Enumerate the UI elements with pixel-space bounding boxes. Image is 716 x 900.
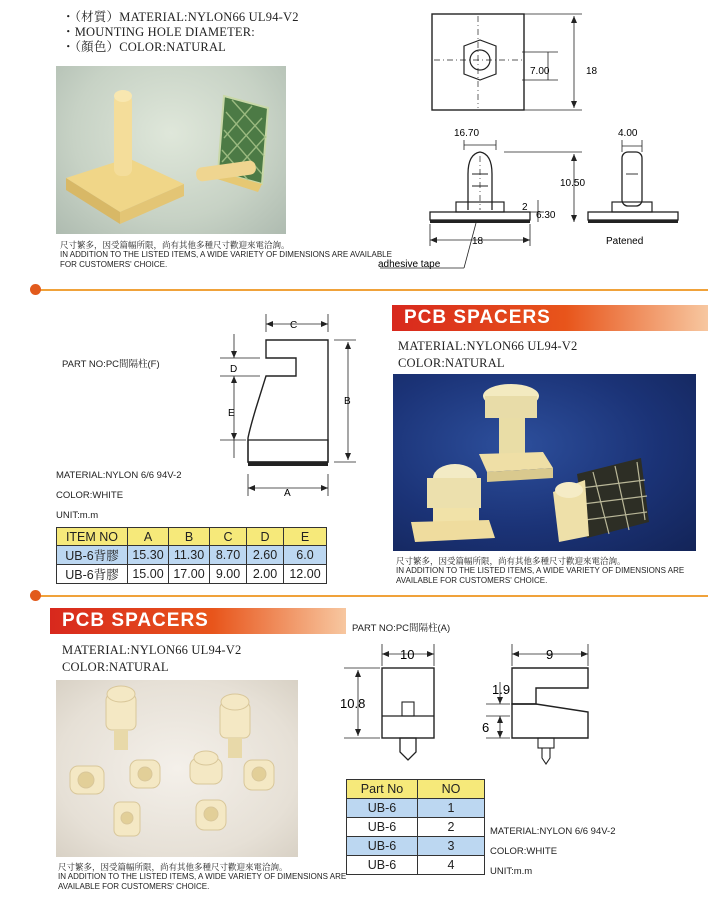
middle-note-cn: 尺寸繁多，因受篇幅所限，尚有其他多種尺寸歡迎來電洽詢。 — [396, 556, 626, 566]
dim-16-70: 16.70 — [454, 128, 480, 139]
dim-e: E — [228, 408, 235, 419]
middle-spec-material: MATERIAL:NYLON66 UL94-V2 — [398, 339, 578, 353]
adhesive-tape-label: adhesive tape — [378, 259, 441, 270]
cell: 17.00 — [169, 565, 210, 584]
th-e: E — [284, 528, 327, 546]
end-view-base — [588, 212, 678, 220]
middle-note — [396, 556, 684, 586]
cell: 9.00 — [210, 565, 247, 584]
top-spec-hole: ・MOUNTING HOLE DIAMETER: — [62, 25, 255, 39]
table-header-row — [57, 528, 327, 546]
middle-specs — [56, 466, 182, 526]
th-no: NO — [418, 780, 485, 799]
bottom-note-en-1: IN ADDITION TO THE LISTED ITEMS, A WIDE VARIETY OF DIMENSIONS ARE — [58, 872, 347, 881]
middle-banner: PCB SPACERS — [392, 305, 708, 331]
dim-a: A — [284, 488, 291, 499]
middle-material: MATERIAL:NYLON 6/6 94V-2 — [56, 470, 182, 481]
table-header-row — [347, 780, 485, 799]
bottom-technical-drawing — [336, 640, 616, 770]
spacer-a-pin — [400, 738, 416, 760]
bottom-spec-color: COLOR:NATURAL — [62, 660, 169, 674]
cell: 6.0 — [284, 546, 327, 565]
middle-spec-color: COLOR:NATURAL — [398, 356, 505, 370]
bottom-spec-list — [62, 642, 241, 676]
dim-10: 10 — [400, 647, 415, 662]
th-b: B — [169, 528, 210, 546]
dim-d: D — [230, 364, 238, 375]
spacer-a-side-top — [512, 668, 588, 704]
dim-1-9: 1.9 — [492, 682, 511, 697]
top-product-photo — [56, 66, 286, 234]
middle-photo-art — [393, 374, 696, 551]
cell: 2.60 — [247, 546, 284, 565]
middle-dimension-table — [56, 527, 327, 584]
dim-c: C — [290, 320, 298, 331]
bottom-spec-material: MATERIAL:NYLON66 UL94-V2 — [62, 643, 242, 657]
dim-b: B — [344, 396, 351, 407]
top-spec-material: ・（材質）MATERIAL:NYLON66 UL94-V2 — [62, 10, 299, 24]
end-view-post — [622, 152, 642, 206]
middle-spec-list — [398, 338, 577, 372]
th-c: C — [210, 528, 247, 546]
cell: UB-6 — [347, 818, 418, 837]
bottom-specs — [490, 822, 616, 882]
top-spec-color: ・（顏色）COLOR:NATURAL — [62, 40, 227, 54]
dim-2: 2 — [522, 202, 528, 213]
middle-note-en-1: IN ADDITION TO THE LISTED ITEMS, A WIDE VARIETY OF DIMENSIONS ARE — [396, 566, 685, 575]
bottom-note-cn: 尺寸繁多，因受篇幅所限，尚有其他多種尺寸歡迎來電洽詢。 — [58, 862, 288, 872]
cell: UB-6 — [347, 856, 418, 875]
table-row — [57, 546, 327, 565]
cell: 8.70 — [210, 546, 247, 565]
cell: UB-6 — [347, 837, 418, 856]
cell: 4 — [418, 856, 485, 875]
top-note — [60, 240, 392, 270]
divider-middle — [36, 595, 708, 597]
th-part-no: Part No — [347, 780, 418, 799]
th-item-no: ITEM NO — [57, 528, 128, 546]
dim-18-base: 18 — [472, 236, 484, 247]
spacer-a-side-body — [512, 704, 588, 738]
top-note-cn: 尺寸繁多，因受篇幅所限，尚有其他多種尺寸歡迎來電洽詢。 — [60, 240, 290, 250]
bottom-photo-art — [56, 680, 298, 857]
table-row — [347, 799, 485, 818]
middle-unit: UNIT:m.m — [56, 510, 99, 521]
spacer-a-front — [382, 668, 434, 738]
middle-part-no: PART NO:PC間隔柱(F) — [62, 359, 160, 370]
cell: 3 — [418, 837, 485, 856]
th-d: D — [247, 528, 284, 546]
cell: UB-6 — [347, 799, 418, 818]
cell: 12.00 — [284, 565, 327, 584]
bottom-material: MATERIAL:NYLON 6/6 94V-2 — [490, 826, 616, 837]
bottom-note-en-2: AVAILABLE FOR CUSTOMERS' CHOICE. — [58, 882, 210, 891]
divider-top — [36, 289, 708, 291]
dim-4-00: 4.00 — [618, 128, 638, 139]
patened-label: Patened — [606, 236, 644, 247]
bottom-color: COLOR:WHITE — [490, 846, 558, 857]
side-view-base — [430, 212, 530, 220]
top-photo-art — [56, 66, 286, 234]
dim-10-50: 10.50 — [560, 178, 586, 189]
cell: 11.30 — [169, 546, 210, 565]
middle-technical-drawing — [210, 312, 370, 502]
table-row — [347, 837, 485, 856]
top-technical-drawing — [360, 6, 700, 276]
cell: 15.00 — [128, 565, 169, 584]
cell: UB-6背膠 — [57, 565, 128, 584]
dim-6-30: 6.30 — [536, 210, 556, 221]
th-a: A — [128, 528, 169, 546]
bottom-product-photo — [56, 680, 298, 857]
table-row — [57, 565, 327, 584]
bottom-unit: UNIT:m.m — [490, 866, 533, 877]
dim-7-00: 7.00 — [530, 66, 550, 77]
cell: UB-6背膠 — [57, 546, 128, 565]
middle-color: COLOR:WHITE — [56, 490, 124, 501]
top-note-en-2: FOR CUSTOMERS' CHOICE. — [60, 260, 168, 269]
bottom-part-no: PART NO:PC間隔柱(A) — [352, 623, 451, 634]
bottom-note — [58, 862, 346, 892]
table-row — [347, 818, 485, 837]
dim-10-8: 10.8 — [340, 696, 366, 711]
divider-dot-middle — [30, 590, 41, 601]
middle-product-photo — [393, 374, 696, 551]
middle-note-en-2: AVAILABLE FOR CUSTOMERS' CHOICE. — [396, 576, 548, 585]
divider-dot-top — [30, 284, 41, 295]
cell: 2.00 — [247, 565, 284, 584]
bottom-banner: PCB SPACERS — [50, 608, 346, 634]
top-spec-list — [62, 10, 299, 55]
table-row — [347, 856, 485, 875]
dim-9: 9 — [546, 647, 554, 662]
bottom-part-table — [346, 779, 485, 875]
cell: 15.30 — [128, 546, 169, 565]
dim-18: 18 — [586, 66, 598, 77]
cell: 2 — [418, 818, 485, 837]
top-note-en-1: IN ADDITION TO THE LISTED ITEMS, A WIDE VARIETY OF DIMENSIONS ARE AVAILABLE — [60, 250, 392, 259]
cell: 1 — [418, 799, 485, 818]
dim-6: 6 — [482, 720, 490, 735]
